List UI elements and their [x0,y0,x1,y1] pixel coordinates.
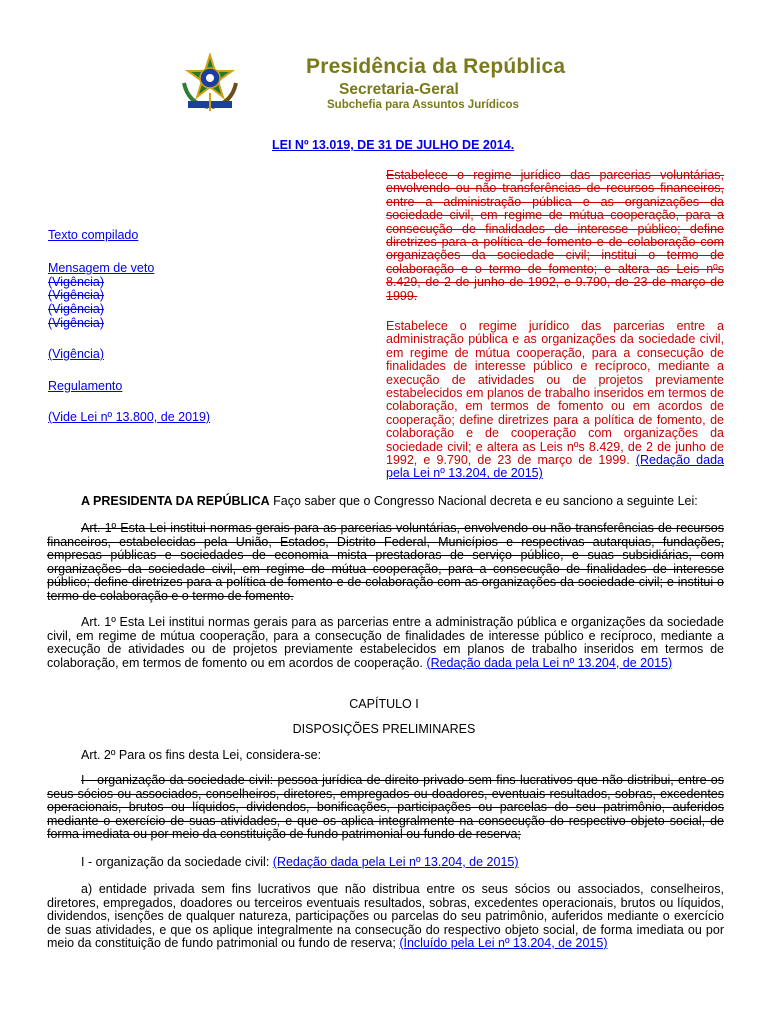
inc1-new [47,856,724,870]
vigencia-link-struck[interactable]: (Vigência) [48,275,105,289]
ementa-new-text: Estabelece o regime jurídico das parcerias entre a administração pública e as organizações da sociedade civil, em regime de mútua cooperação, para a consecução de finalidades de interesse público e recíproco, mediante a execução de atividades ou de projetos previamente estabelecidos em planos de trabalho inseridos em termos de colaboração, em termos de fomento ou em acordos de cooperação; define diretrizes para a política de fomento, de colaboração e de cooperação com organizações da sociedade civil; e altera as Leis nºs 8.429, de 2 de junho de 1992, e 9.790, de 23 de março de 1999. [386,319,724,468]
art1-old-text: Art. 1º Esta Lei institui normas gerais para as parcerias voluntárias, envolvendo ou não transferências de recursos financeiros, estabelecidas pela União, Estados, Distrito Federal, Municípios e respectivas autarquias, fundações, empresas públicas e sociedades de economia mista prestadoras de serviço público, e suas subsidiárias, com organizações da sociedade civil, em regime de mútua cooperação, para a consecução de finalidades de interesse público; define diretrizes para a política de fomento e de colaboração com as organizações da sociedade civil; e institui o termo de colaboração e o termo de fomento. [47,521,724,603]
ementa-old: Estabelece o regime jurídico das parcerias voluntárias, envolvendo ou não transferências de recursos financeiros, entre a administração pública e as organizações da sociedade civil, em regime de mútua cooperação, para a consecução de finalidades de interesse público; define diretrizes para a política de fomento e de colaboração com organizações da sociedade civil; institui o termo de colaboração e o termo de fomento; e altera as Leis nºs 8.429, de 2 de junho de 1992, e 9.790, de 23 de março de 1999. [386,168,724,303]
alinea-a [47,883,724,951]
vigencia-link-struck[interactable]: (Vigência) [48,316,105,330]
header [0,0,768,130]
law-title-link[interactable]: LEI Nº 13.019, DE 31 DE JULHO DE 2014. [272,138,515,152]
art2 [47,749,724,763]
vigencia-link-struck[interactable]: (Vigência) [48,288,105,302]
inc1-new-text: I - organização da sociedade civil: [81,855,273,869]
mensagem-veto-link[interactable]: Mensagem de veto [48,261,155,275]
chapter-heading: CAPÍTULO I [349,697,419,711]
regulamento-link[interactable]: Regulamento [48,379,123,393]
inc1-old-text: I - organização da sociedade civil: pessoa jurídica de direito privado sem fins lucrativos que não distribui, entre os seus sócios ou associados, conselheiros, diretores, empregados ou doadores, eventuais resultados, sobras, excedentes operacionais, brutos ou líquidos, dividendos, bonificações, participações ou parcelas do seu patrimônio, auferidos mediante o exercício de suas atividades, e que os aplica integralmente na consecução do respectivo objeto social, de forma imediata ou por meio da constituição de fundo patrimonial ou fundo de reserva; [47,773,724,841]
redacao-link[interactable]: (Redação dada pela Lei nº 13.204, de 2015) [426,655,673,670]
ementa-new [386,320,724,481]
page-title: Presidência da República [306,55,566,78]
subtitle: Secretaria-Geral [339,81,459,98]
art2-text: Art. 2º Para os fins desta Lei, considera-se: [81,748,322,762]
coat-of-arms-icon [178,53,242,113]
art1-new [47,616,724,670]
preamble [47,495,724,509]
preamble-bold: A PRESIDENTA DA REPÚBLICA [81,494,270,508]
vigencia-link-struck[interactable]: (Vigência) [48,302,105,316]
texto-compilado-link[interactable]: Texto compilado [48,228,139,242]
chapter-title: DISPOSIÇÕES PRELIMINARES [292,722,476,736]
vide-lei-link[interactable]: (Vide Lei nº 13.800, de 2019) [48,410,211,424]
vigencia-link[interactable]: (Vigência) [48,347,105,361]
art1-old [47,522,724,603]
preamble-text: Faço saber que o Congresso Nacional decreta e eu sanciono a seguinte Lei: [269,494,698,508]
incluido-link[interactable]: (Incluído pela Lei nº 13.204, de 2015) [399,936,608,950]
inc1-old [47,774,724,842]
art1-new-text: Art. 1º Esta Lei institui normas gerais para as parcerias entre a administração pública e organizações da sociedade civil, em regime de mútua cooperação, para a consecução de finalidades de interesse público e recíproco, mediante a execução de atividades ou de projetos previamente estabelecidos em planos de trabalho inseridos em termos de colaboração, em termos de fomento ou em acordos de cooperação. [47,615,724,670]
subtitle-secondary: Subchefia para Assuntos Jurídicos [327,99,519,111]
alinea-a-text: a) entidade privada sem fins lucrativos que não distribua entre os seus sócios ou associados, conselheiros, diretores, empregados, doadores ou terceiros eventuais resultados, sobras, excedentes operacionais, brutos ou líquidos, dividendos, isenções de qualquer natureza, participações ou parcelas do seu patrimônio, auferidos mediante o exercício de suas atividades, e que os aplique integralmente na consecução do respectivo objeto social, de forma imediata ou por meio da constituição de fundo patrimonial ou fundo de reserva; [47,882,724,950]
redacao-link[interactable]: (Redação dada pela Lei nº 13.204, de 2015) [386,453,724,481]
redacao-link[interactable]: (Redação dada pela Lei nº 13.204, de 2015) [272,855,519,869]
